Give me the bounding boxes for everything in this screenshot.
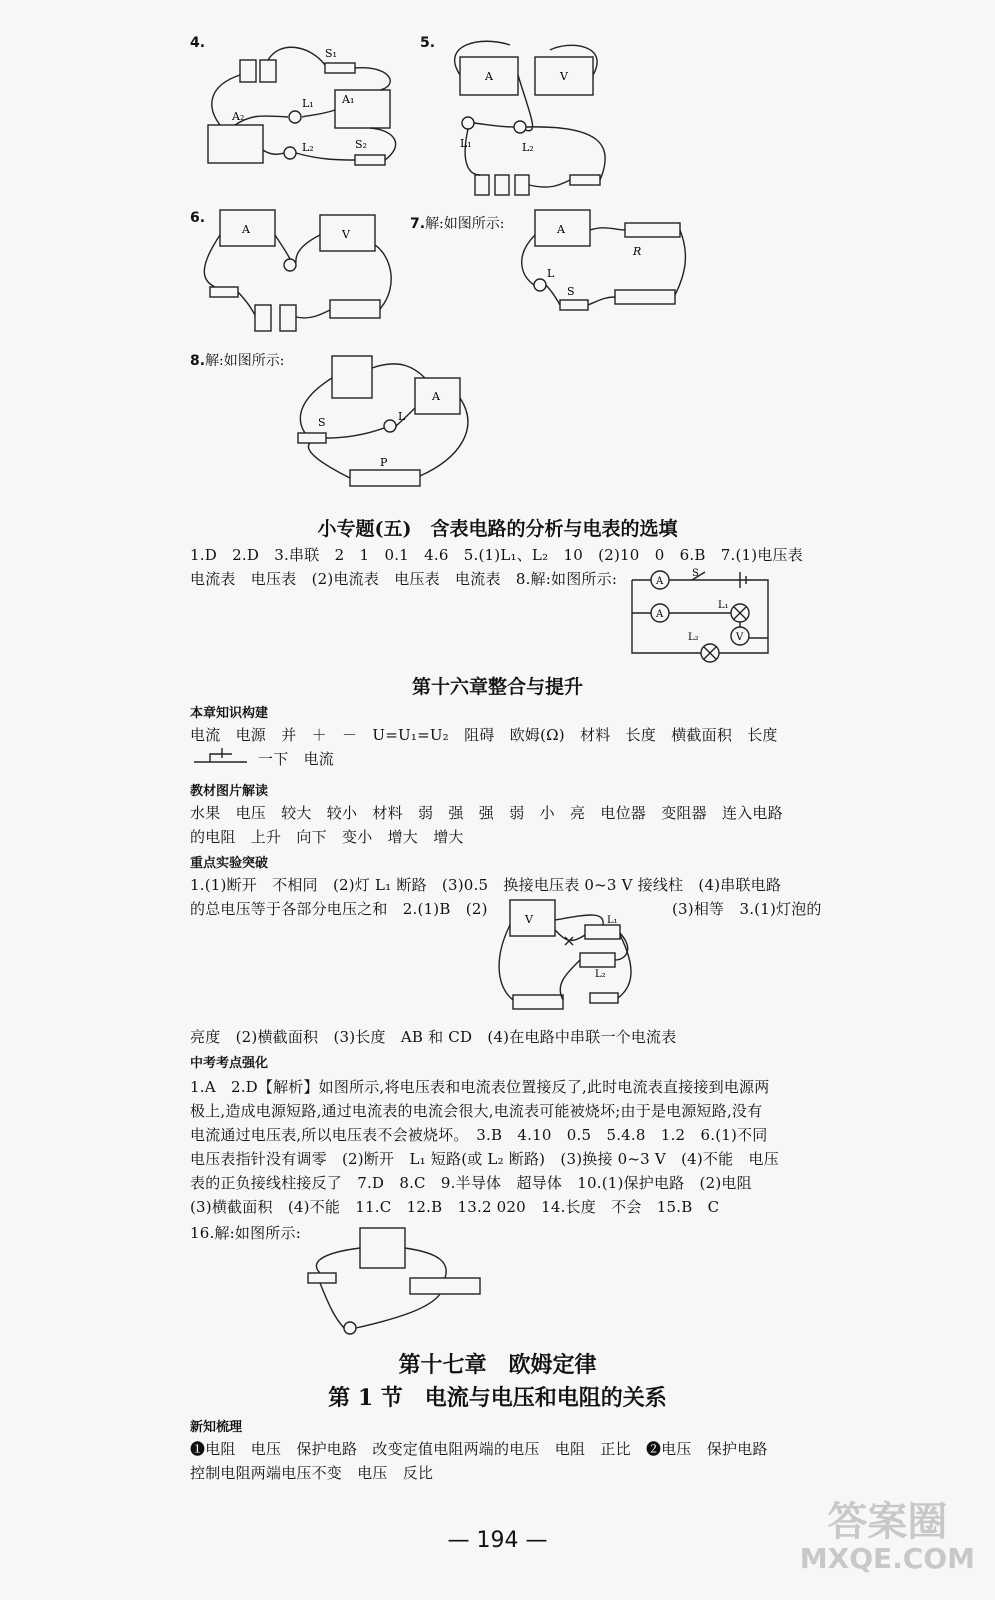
switch <box>355 155 385 165</box>
label-a: A <box>656 609 664 620</box>
label-a: A <box>557 223 565 236</box>
figure-4 <box>190 35 410 195</box>
label-l2: L₂ <box>595 969 606 980</box>
label-a: A <box>242 223 250 236</box>
label-a: A <box>432 390 440 403</box>
section-title-topic: 小专题(五) 含表电路的分析与电表的选填 <box>317 518 678 540</box>
switch <box>570 175 600 185</box>
switch <box>308 1273 336 1283</box>
switch <box>560 300 588 310</box>
battery-cell <box>280 305 296 331</box>
watermark-cn: 答案圈 <box>827 1499 948 1545</box>
bulb <box>462 117 474 129</box>
battery-cell <box>475 175 489 195</box>
label-a2: A₂ <box>232 110 245 123</box>
caption-text: 解:如图所示: <box>425 216 505 232</box>
circuit-diagram-8 <box>290 348 480 508</box>
label-a1: A₁ <box>342 93 355 106</box>
battery <box>615 290 675 304</box>
bulb <box>534 279 546 291</box>
answer-line: (3)横截面积 (4)不能 11.C 12.B 13.2 020 14.长度 不会 15.B C <box>190 1198 720 1216</box>
rheostat <box>350 470 420 486</box>
label-l: L <box>398 410 406 423</box>
battery-pack <box>360 1228 405 1268</box>
answer-line: 电流 电源 并 ＋ － U=U₁=U₂ 阻碍 欧姆(Ω) 材料 长度 横截面积 长度 <box>190 726 778 744</box>
answer-line: 表的正负接线柱接反了 7.D 8.C 9.半导体 超导体 10.(1)保护电路 (2)电阻 <box>190 1174 752 1192</box>
figure-8-caption <box>190 350 285 370</box>
circuit-diagram-exp <box>495 895 645 1020</box>
label-s: S <box>318 416 326 429</box>
label-s2: S₂ <box>355 138 367 151</box>
topic-answer-line-2: 电流表 电压表 (2)电流表 电压表 电流表 8.解:如图所示: <box>190 570 618 588</box>
label-p: P <box>380 456 388 469</box>
circuit-diagram-7 <box>515 205 695 320</box>
figure-6 <box>190 205 410 345</box>
label-l1: L₁ <box>718 600 729 611</box>
battery-cell <box>240 60 256 82</box>
battery-pack <box>332 356 372 398</box>
bulb <box>344 1322 356 1334</box>
answer-line: 极上,造成电源短路,通过电流表的电流会很大,电流表可能被烧坏;由于是电源短路,没有 <box>190 1102 763 1120</box>
bulb-holder <box>580 953 615 967</box>
label-s: S <box>692 568 699 579</box>
section-1-title: 第 1 节 电流与电压和电阻的关系 <box>328 1385 667 1411</box>
label-l1: L₁ <box>302 97 314 110</box>
figure-7 <box>515 205 695 320</box>
label-v: V <box>560 70 568 83</box>
chapter-16-title: 第十六章整合与提升 <box>411 676 583 698</box>
battery-cell <box>255 305 271 331</box>
schematic-diagram <box>630 568 770 663</box>
answer-line: 一下 电流 <box>258 750 335 768</box>
bulb <box>289 111 301 123</box>
figure-7-caption <box>410 213 505 233</box>
answer-line: 亮度 (2)横截面积 (3)长度 AB 和 CD (4)在电路中串联一个电流表 <box>190 1028 677 1046</box>
label-v: V <box>342 228 350 241</box>
figure-16 <box>300 1218 490 1343</box>
rheostat <box>410 1278 480 1294</box>
figure-number: 6. <box>190 210 206 226</box>
rheostat-symbol <box>192 744 252 766</box>
label-v: V <box>525 913 533 926</box>
bulb <box>284 259 296 271</box>
subsection-title: 新知梳理 <box>190 1420 243 1435</box>
label-l1: L₁ <box>460 137 472 150</box>
bulb <box>514 121 526 133</box>
label-r: R <box>633 245 642 258</box>
chapter-17-title: 第十七章 欧姆定律 <box>398 1352 597 1378</box>
label-s: S <box>567 285 575 298</box>
page-number: — 194 — <box>447 1528 548 1553</box>
answer-line: 16.解:如图所示: <box>190 1224 301 1242</box>
bulb <box>384 420 396 432</box>
watermark-en: MXQE.COM <box>799 1542 975 1575</box>
battery-cell <box>515 175 529 195</box>
rheostat <box>330 300 380 318</box>
figure-number: 4. <box>190 35 206 51</box>
bulb-holder <box>585 925 620 939</box>
switch <box>210 287 238 297</box>
figure-5 <box>420 35 620 205</box>
figure-8 <box>290 348 480 508</box>
answer-line: (3)相等 3.(1)灯泡的 <box>672 900 822 918</box>
subsection-title: 教材图片解读 <box>190 784 269 799</box>
label-a: A <box>656 576 664 587</box>
label-s1: S₁ <box>325 47 337 60</box>
subsection-title: 中考考点强化 <box>190 1056 269 1071</box>
answer-line: 的电阻 上升 向下 变小 增大 增大 <box>190 828 464 846</box>
label-a: A <box>485 70 493 83</box>
experiment-circuit-figure <box>495 895 645 1020</box>
rheostat <box>625 223 680 237</box>
circuit-diagram-6 <box>190 205 410 345</box>
subsection-title: 重点实验突破 <box>190 856 269 871</box>
figure-number: 7. <box>410 216 426 232</box>
subsection-title: 本章知识构建 <box>190 706 269 721</box>
answer-line: ❶电阻 电压 保护电路 改变定值电阻两端的电压 电阻 正比 ❷电压 保护电路 <box>190 1440 768 1458</box>
label-l2: L₂ <box>522 141 534 154</box>
watermark <box>800 1500 975 1574</box>
ammeter <box>208 125 263 163</box>
topic-circuit-schematic <box>630 568 770 663</box>
figure-number: 5. <box>420 35 436 51</box>
answer-line: 控制电阻两端电压不变 电压 反比 <box>190 1464 434 1482</box>
circuit-diagram-4 <box>190 35 410 195</box>
label-l: L <box>547 267 555 280</box>
answer-line: 电压表指针没有调零 (2)断开 L₁ 短路(或 L₂ 断路) (3)换接 0~3 V (4)不能 电压 <box>190 1150 779 1168</box>
topic-answer-line-1: 1.D 2.D 3.串联 2 1 0.1 4.6 5.(1)L₁、L₂ 10 (2)10 0 6.B 7.(1)电压表 <box>190 546 803 564</box>
bulb <box>284 147 296 159</box>
answer-line: 的总电压等于各部分电压之和 2.(1)B (2) <box>190 900 488 918</box>
figure-number: 8. <box>190 353 206 369</box>
switch <box>298 433 326 443</box>
battery-cell <box>260 60 276 82</box>
label-l1: L₁ <box>607 915 618 926</box>
answer-line: 电流通过电压表,所以电压表不会被烧坏。 3.B 4.10 0.5 5.4.8 1.2 6.(1)不同 <box>190 1126 768 1144</box>
circuit-diagram-5 <box>420 35 620 205</box>
caption-text: 解:如图所示: <box>205 353 285 369</box>
answer-line: 水果 电压 较大 较小 材料 弱 强 强 弱 小 亮 电位器 变阻器 连入电路 <box>190 804 783 822</box>
label-l2: L₂ <box>302 141 314 154</box>
answer-line: 1.A 2.D【解析】如图所示,将电压表和电流表位置接反了,此时电流表直接接到电源两 <box>190 1078 770 1096</box>
switch <box>325 63 355 73</box>
label-l2: L₂ <box>688 632 699 643</box>
battery <box>513 995 563 1009</box>
circuit-diagram-16 <box>300 1218 490 1343</box>
label-v: V <box>736 632 744 643</box>
answer-line: 1.(1)断开 不相同 (2)灯 L₁ 断路 (3)0.5 换接电压表 0~3 V 接线柱 (4)串联电路 <box>190 876 782 894</box>
switch <box>590 993 618 1003</box>
battery-cell <box>495 175 509 195</box>
